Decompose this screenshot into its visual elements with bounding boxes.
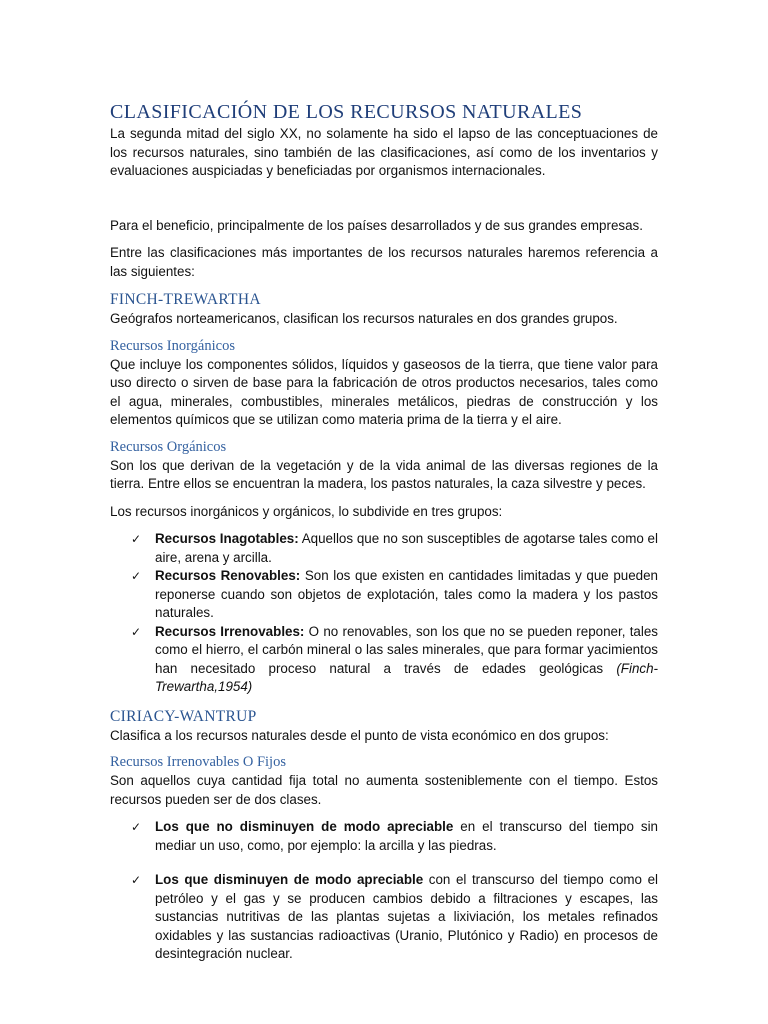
item-text: en el transcurso del tiempo sin mediar un uso, como, por ejemplo: la arcilla y las piedras. bbox=[155, 819, 658, 853]
check-icon: ✓ bbox=[131, 532, 142, 546]
check-icon: ✓ bbox=[131, 569, 142, 583]
irrenovables-text: Son aquellos cuya cantidad fija total no aumenta sosteniblemente con el tiempo. Estos recursos pueden ser de dos clases. bbox=[110, 773, 658, 807]
item-term: Los que no disminuyen de modo apreciable bbox=[155, 819, 454, 834]
inorganic-heading: Recursos Inorgánicos bbox=[110, 337, 235, 354]
subdivide-paragraph: Los recursos inorgánicos y orgánicos, lo subdivide en tres grupos: bbox=[110, 503, 503, 519]
check-icon: ✓ bbox=[131, 820, 142, 834]
ciriacy-heading: CIRIACY-WANTRUP bbox=[110, 707, 257, 725]
ciriacy-list bbox=[110, 818, 658, 964]
item-text: O no renovables, son los que no se pueden reponer, tales como el hierro, el carbón mineral o las sales minerales, que para formar yacimientos han necesitado proceso natural a través de edades geológicas bbox=[155, 623, 658, 676]
check-icon: ✓ bbox=[131, 873, 142, 887]
list-item bbox=[131, 818, 658, 855]
finch-heading: FINCH-TREWARTHA bbox=[110, 291, 261, 308]
check-icon: ✓ bbox=[131, 624, 142, 639]
irrenovables-heading: Recursos Irrenovables O Fijos bbox=[110, 754, 286, 770]
list-item bbox=[131, 871, 658, 964]
list-item bbox=[131, 623, 658, 697]
item-text: con el transcurso del tiempo como el petróleo y el gas y se producen cambios debido a filtraciones y escapes, las sustancias nutritivas de las plantas sujetas a lixiviación, los metales refinados oxidables y las sustancias radioactivas (Uranio, Plutónico y Radio) en procesos de desintegración nuclear. bbox=[155, 872, 658, 961]
citation: (Finch-Trewartha,1954) bbox=[155, 660, 658, 694]
finch-intro: Geógrafos norteamericanos, clasifican los recursos naturales en dos grandes grupos. bbox=[110, 311, 618, 326]
intro-paragraph: La segunda mitad del siglo XX, no solamente ha sido el lapso de las conceptuaciones de los recursos naturales, sino también de las clasificaciones, así como de los inventarios y evaluaciones auspiciadas y beneficiadas por organismos internacionales. bbox=[110, 126, 658, 178]
item-term: Recursos Irrenovables: bbox=[155, 623, 305, 639]
item-text: Aquellos que no son susceptibles de agotarse tales como el aire, arena y arcilla. bbox=[155, 531, 658, 565]
organic-text: Son los que derivan de la vegetación y de la vida animal de las diversas regiones de la tierra. Entre ellos se encuentran la madera, los pastos naturales, la caza silvestre y peces. bbox=[110, 457, 658, 491]
item-text: Son los que existen en cantidades limitadas y que pueden reponerse cuando son objetos de explotación, tales como la madera y los pastos naturales. bbox=[155, 568, 659, 620]
item-term: Los que disminuyen de modo apreciable bbox=[155, 872, 424, 887]
page-title: CLASIFICACIÓN DE LOS RECURSOS NATURALES bbox=[110, 101, 583, 123]
item-term: Recursos Renovables: bbox=[155, 568, 301, 583]
entre-paragraph: Entre las clasificaciones más importantes de los recursos naturales haremos referencia a las siguientes: bbox=[110, 245, 658, 279]
list-item bbox=[131, 567, 659, 623]
inorganic-text: Que incluye los componentes sólidos, líquidos y gaseosos de la tierra, que tiene valor para uso directo o sirven de base para la fabricación de otros productos necesarios, tales como el agua, minerales, combustibles, minerales metálicos, piedras de construcción y los elementos químicos que se utilizan como materia prima de la tierra y el aire. bbox=[110, 356, 658, 427]
finch-list bbox=[110, 530, 658, 697]
organic-heading: Recursos Orgánicos bbox=[110, 438, 227, 455]
list-item bbox=[131, 530, 658, 567]
ciriacy-intro: Clasifica a los recursos naturales desde el punto de vista económico en dos grupos: bbox=[110, 727, 609, 743]
item-term: Recursos Inagotables: bbox=[155, 531, 299, 546]
beneficio-paragraph: Para el beneficio, principalmente de los países desarrollados y de sus grandes empresas. bbox=[110, 217, 643, 233]
